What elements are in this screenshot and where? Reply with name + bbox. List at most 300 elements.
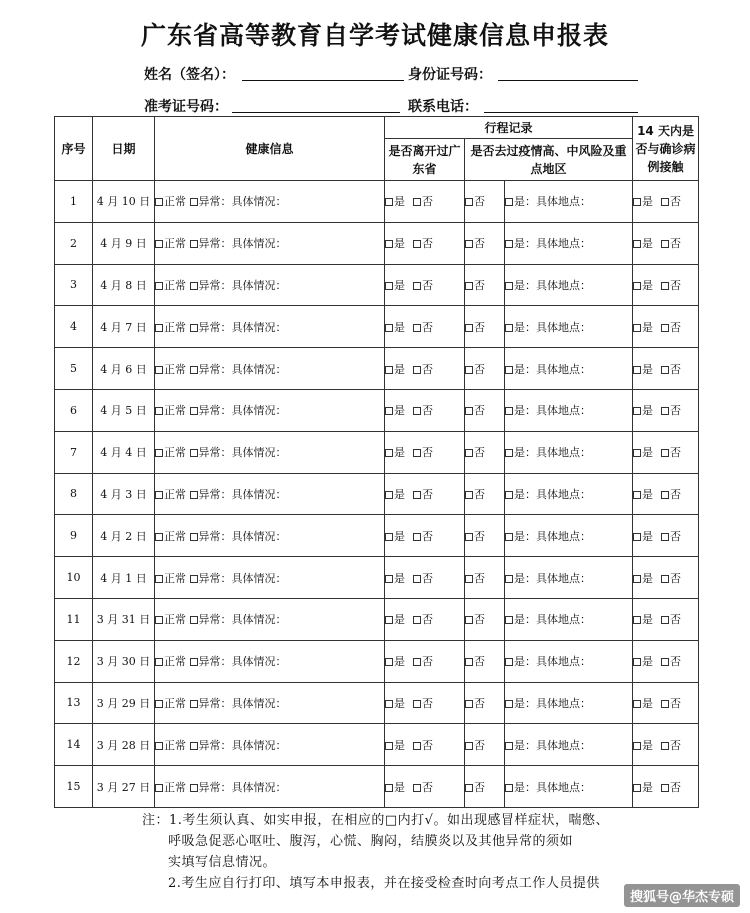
- left-guangdong-yes[interactable]: 是: [385, 611, 405, 627]
- checkbox-icon[interactable]: [465, 784, 473, 792]
- health-normal-option[interactable]: 正常: [155, 653, 186, 669]
- risk-area-yes-location[interactable]: 是：具体地点：: [505, 193, 591, 209]
- contact-no[interactable]: 否: [661, 528, 681, 544]
- risk-area-no-cell: [465, 431, 505, 473]
- checkbox-icon[interactable]: [465, 240, 473, 248]
- left-guangdong-cell: [385, 181, 465, 223]
- left-guangdong-no[interactable]: 否: [413, 361, 433, 377]
- contact-yes[interactable]: 是: [633, 611, 653, 627]
- checkbox-icon[interactable]: [505, 700, 513, 708]
- health-abnormal-option[interactable]: 异常：具体情况：: [190, 319, 287, 335]
- checkbox-icon[interactable]: [385, 324, 393, 332]
- checkbox-icon[interactable]: [465, 700, 473, 708]
- health-abnormal-option[interactable]: 异常：具体情况：: [190, 695, 287, 711]
- checkbox-icon[interactable]: [633, 784, 641, 792]
- risk-area-yes-location[interactable]: 是：具体地点：: [505, 779, 591, 795]
- checkbox-icon[interactable]: [413, 366, 421, 374]
- checkbox-icon[interactable]: [661, 282, 669, 290]
- health-abnormal-option[interactable]: 异常：具体情况：: [190, 486, 287, 502]
- checkbox-icon[interactable]: [661, 491, 669, 499]
- ticket-number-field[interactable]: [232, 112, 400, 113]
- checkbox-icon[interactable]: [505, 533, 513, 541]
- checkbox-icon[interactable]: [661, 533, 669, 541]
- risk-area-yes-location[interactable]: 是：具体地点：: [505, 444, 591, 460]
- left-guangdong-yes[interactable]: 是: [385, 235, 405, 251]
- note-line: 注：1.考生须认真、如实申报，在相应的□内打√。如出现感冒样症状，喘憋、: [142, 813, 609, 828]
- health-normal-option[interactable]: 正常: [155, 402, 186, 418]
- checkbox-icon[interactable]: [505, 449, 513, 457]
- health-abnormal-option[interactable]: 异常：具体情况：: [190, 444, 287, 460]
- checkbox-icon[interactable]: [385, 407, 393, 415]
- risk-area-no[interactable]: 否: [465, 235, 485, 251]
- health-cell: [155, 682, 385, 724]
- header-date: 日期: [93, 117, 155, 181]
- risk-area-yes-location[interactable]: 是：具体地点：: [505, 235, 591, 251]
- contact-no[interactable]: 否: [661, 779, 681, 795]
- left-guangdong-yes[interactable]: 是: [385, 653, 405, 669]
- checkbox-icon[interactable]: [633, 742, 641, 750]
- contact-no[interactable]: 否: [661, 486, 681, 502]
- checkbox-icon[interactable]: [155, 616, 163, 624]
- checkbox-icon[interactable]: [385, 616, 393, 624]
- left-guangdong-yes[interactable]: 是: [385, 402, 405, 418]
- left-guangdong-cell: [385, 557, 465, 599]
- risk-area-no[interactable]: 否: [465, 611, 485, 627]
- left-guangdong-no[interactable]: 否: [413, 319, 433, 335]
- risk-area-yes-location[interactable]: 是：具体地点：: [505, 695, 591, 711]
- checkbox-icon[interactable]: [633, 449, 641, 457]
- health-cell: [155, 348, 385, 390]
- risk-area-yes-cell: [505, 682, 633, 724]
- left-guangdong-no[interactable]: 否: [413, 528, 433, 544]
- contact-no[interactable]: 否: [661, 193, 681, 209]
- risk-area-yes-cell: [505, 389, 633, 431]
- checkbox-icon[interactable]: [505, 491, 513, 499]
- checkbox-icon[interactable]: [190, 407, 198, 415]
- contact-yes[interactable]: 是: [633, 319, 653, 335]
- checkbox-icon[interactable]: [465, 742, 473, 750]
- checkbox-icon[interactable]: [155, 533, 163, 541]
- checkbox-icon[interactable]: [190, 700, 198, 708]
- checkbox-icon[interactable]: [190, 324, 198, 332]
- checkbox-icon[interactable]: [385, 700, 393, 708]
- left-guangdong-no[interactable]: 否: [413, 277, 433, 293]
- risk-area-no[interactable]: 否: [465, 361, 485, 377]
- left-guangdong-yes[interactable]: 是: [385, 528, 405, 544]
- contact-yes[interactable]: 是: [633, 695, 653, 711]
- health-normal-option[interactable]: 正常: [155, 193, 186, 209]
- risk-area-no[interactable]: 否: [465, 779, 485, 795]
- risk-area-yes-location[interactable]: 是：具体地点：: [505, 570, 591, 586]
- contact-yes[interactable]: 是: [633, 570, 653, 586]
- row-date: 4 月 5 日: [93, 389, 155, 431]
- checkbox-icon[interactable]: [155, 366, 163, 374]
- checkbox-icon[interactable]: [465, 449, 473, 457]
- left-guangdong-yes[interactable]: 是: [385, 444, 405, 460]
- checkbox-icon[interactable]: [505, 658, 513, 666]
- health-abnormal-option[interactable]: 异常：具体情况：: [190, 528, 287, 544]
- contact-yes[interactable]: 是: [633, 277, 653, 293]
- row-date: 4 月 10 日: [93, 181, 155, 223]
- checkbox-icon[interactable]: [385, 784, 393, 792]
- checkbox-icon[interactable]: [190, 616, 198, 624]
- checkbox-icon[interactable]: [413, 198, 421, 206]
- risk-area-yes-location[interactable]: 是：具体地点：: [505, 319, 591, 335]
- checkbox-icon[interactable]: [155, 407, 163, 415]
- checkbox-icon[interactable]: [505, 784, 513, 792]
- checkbox-icon[interactable]: [190, 784, 198, 792]
- contact-cell: [633, 306, 699, 348]
- left-guangdong-no[interactable]: 否: [413, 611, 433, 627]
- health-normal-option[interactable]: 正常: [155, 235, 186, 251]
- left-guangdong-cell: [385, 306, 465, 348]
- checkbox-icon[interactable]: [385, 575, 393, 583]
- checkbox-icon[interactable]: [155, 491, 163, 499]
- checkbox-icon[interactable]: [505, 366, 513, 374]
- health-cell: [155, 431, 385, 473]
- checkbox-icon[interactable]: [413, 449, 421, 457]
- checkbox-icon[interactable]: [465, 491, 473, 499]
- contact-no[interactable]: 否: [661, 402, 681, 418]
- checkbox-icon[interactable]: [155, 784, 163, 792]
- contact-cell: [633, 473, 699, 515]
- checkbox-icon[interactable]: [505, 742, 513, 750]
- risk-area-no[interactable]: 否: [465, 570, 485, 586]
- contact-no[interactable]: 否: [661, 570, 681, 586]
- checkbox-icon[interactable]: [465, 198, 473, 206]
- risk-area-no[interactable]: 否: [465, 193, 485, 209]
- note-line: 呼吸急促恶心呕吐、腹泻，心慌、胸闷，结膜炎以及其他异常的须如: [168, 834, 574, 849]
- row-date: 4 月 4 日: [93, 431, 155, 473]
- checkbox-icon[interactable]: [465, 533, 473, 541]
- contact-no[interactable]: 否: [661, 235, 681, 251]
- left-guangdong-no[interactable]: 否: [413, 486, 433, 502]
- risk-area-yes-location[interactable]: 是：具体地点：: [505, 486, 591, 502]
- checkbox-icon[interactable]: [633, 240, 641, 248]
- checkbox-icon[interactable]: [155, 324, 163, 332]
- left-guangdong-no[interactable]: 否: [413, 653, 433, 669]
- risk-area-no[interactable]: 否: [465, 319, 485, 335]
- contact-yes[interactable]: 是: [633, 779, 653, 795]
- risk-area-yes-cell: [505, 515, 633, 557]
- left-guangdong-yes[interactable]: 是: [385, 570, 405, 586]
- contact-yes[interactable]: 是: [633, 737, 653, 753]
- risk-area-yes-location[interactable]: 是：具体地点：: [505, 277, 591, 293]
- risk-area-yes-cell: [505, 348, 633, 390]
- checkbox-icon[interactable]: [505, 240, 513, 248]
- table-row: [55, 515, 699, 557]
- contact-no[interactable]: 否: [661, 444, 681, 460]
- row-seq: 4: [55, 306, 93, 348]
- checkbox-icon[interactable]: [633, 491, 641, 499]
- checkbox-icon[interactable]: [190, 491, 198, 499]
- header-left-guangdong: 是否离开过广东省: [385, 139, 465, 181]
- health-abnormal-option[interactable]: 异常：具体情况：: [190, 779, 287, 795]
- checkbox-icon[interactable]: [633, 533, 641, 541]
- table-row: [55, 389, 699, 431]
- risk-area-no[interactable]: 否: [465, 653, 485, 669]
- id-number-field[interactable]: [498, 80, 638, 81]
- risk-area-no[interactable]: 否: [465, 737, 485, 753]
- checkbox-icon[interactable]: [413, 575, 421, 583]
- risk-area-yes-location[interactable]: 是：具体地点：: [505, 737, 591, 753]
- checkbox-icon[interactable]: [190, 366, 198, 374]
- checkbox-icon[interactable]: [155, 575, 163, 583]
- checkbox-icon[interactable]: [633, 282, 641, 290]
- checkbox-icon[interactable]: [413, 784, 421, 792]
- checkbox-icon[interactable]: [661, 198, 669, 206]
- health-cell: [155, 766, 385, 808]
- checkbox-icon[interactable]: [661, 240, 669, 248]
- checkbox-icon[interactable]: [505, 575, 513, 583]
- checkbox-icon[interactable]: [633, 407, 641, 415]
- checkbox-icon[interactable]: [633, 575, 641, 583]
- risk-area-yes-location[interactable]: 是：具体地点：: [505, 361, 591, 377]
- checkbox-icon[interactable]: [413, 616, 421, 624]
- left-guangdong-no[interactable]: 否: [413, 444, 433, 460]
- checkbox-icon[interactable]: [633, 700, 641, 708]
- checkbox-icon[interactable]: [465, 324, 473, 332]
- left-guangdong-no[interactable]: 否: [413, 695, 433, 711]
- checkbox-icon[interactable]: [155, 240, 163, 248]
- checkbox-icon[interactable]: [190, 658, 198, 666]
- checkbox-icon[interactable]: [413, 282, 421, 290]
- contact-yes[interactable]: 是: [633, 653, 653, 669]
- checkbox-icon[interactable]: [190, 240, 198, 248]
- checkbox-icon[interactable]: [661, 407, 669, 415]
- contact-cell: [633, 598, 699, 640]
- left-guangdong-yes[interactable]: 是: [385, 319, 405, 335]
- risk-area-no-cell: [465, 515, 505, 557]
- checkbox-icon[interactable]: [505, 616, 513, 624]
- checkbox-icon[interactable]: [661, 575, 669, 583]
- checkbox-icon[interactable]: [190, 282, 198, 290]
- checkbox-icon[interactable]: [633, 324, 641, 332]
- risk-area-no[interactable]: 否: [465, 444, 485, 460]
- risk-area-no[interactable]: 否: [465, 486, 485, 502]
- checkbox-icon[interactable]: [465, 575, 473, 583]
- left-guangdong-yes[interactable]: 是: [385, 193, 405, 209]
- row-date: 4 月 8 日: [93, 264, 155, 306]
- contact-yes[interactable]: 是: [633, 444, 653, 460]
- health-normal-option[interactable]: 正常: [155, 528, 186, 544]
- page-title: 广东省高等教育自学考试健康信息申报表: [140, 21, 609, 50]
- checkbox-icon[interactable]: [661, 449, 669, 457]
- contact-no[interactable]: 否: [661, 653, 681, 669]
- checkbox-icon[interactable]: [661, 742, 669, 750]
- checkbox-icon[interactable]: [385, 491, 393, 499]
- row-seq: 14: [55, 724, 93, 766]
- checkbox-icon[interactable]: [413, 407, 421, 415]
- phone-field[interactable]: [484, 112, 638, 113]
- risk-area-no[interactable]: 否: [465, 695, 485, 711]
- checkbox-icon[interactable]: [385, 533, 393, 541]
- left-guangdong-cell: [385, 264, 465, 306]
- checkbox-icon[interactable]: [190, 198, 198, 206]
- contact-yes[interactable]: 是: [633, 402, 653, 418]
- left-guangdong-no[interactable]: 否: [413, 779, 433, 795]
- checkbox-icon[interactable]: [385, 449, 393, 457]
- health-normal-option[interactable]: 正常: [155, 319, 186, 335]
- header-contact: 14 天内是否与确诊病例接触: [633, 117, 699, 181]
- risk-area-no[interactable]: 否: [465, 277, 485, 293]
- health-cell: [155, 640, 385, 682]
- checkbox-icon[interactable]: [661, 616, 669, 624]
- checkbox-icon[interactable]: [155, 198, 163, 206]
- checkbox-icon[interactable]: [505, 407, 513, 415]
- left-guangdong-no[interactable]: 否: [413, 193, 433, 209]
- contact-cell: [633, 264, 699, 306]
- health-normal-option[interactable]: 正常: [155, 444, 186, 460]
- health-abnormal-option[interactable]: 异常：具体情况：: [190, 402, 287, 418]
- left-guangdong-yes[interactable]: 是: [385, 277, 405, 293]
- checkbox-icon[interactable]: [633, 366, 641, 374]
- left-guangdong-cell: [385, 724, 465, 766]
- left-guangdong-no[interactable]: 否: [413, 402, 433, 418]
- checkbox-icon[interactable]: [385, 198, 393, 206]
- left-guangdong-cell: [385, 682, 465, 724]
- checkbox-icon[interactable]: [465, 407, 473, 415]
- header-seq: 序号: [55, 117, 93, 181]
- checkbox-icon[interactable]: [505, 198, 513, 206]
- health-abnormal-option[interactable]: 异常：具体情况：: [190, 235, 287, 251]
- health-abnormal-option[interactable]: 异常：具体情况：: [190, 570, 287, 586]
- contact-yes[interactable]: 是: [633, 235, 653, 251]
- health-abnormal-option[interactable]: 异常：具体情况：: [190, 737, 287, 753]
- checkbox-icon[interactable]: [465, 366, 473, 374]
- checkbox-icon[interactable]: [385, 658, 393, 666]
- checkbox-icon[interactable]: [385, 282, 393, 290]
- health-cell: [155, 515, 385, 557]
- contact-cell: [633, 557, 699, 599]
- contact-yes[interactable]: 是: [633, 361, 653, 377]
- checkbox-icon[interactable]: [661, 366, 669, 374]
- left-guangdong-yes[interactable]: 是: [385, 486, 405, 502]
- left-guangdong-yes[interactable]: 是: [385, 779, 405, 795]
- health-normal-option[interactable]: 正常: [155, 570, 186, 586]
- row-seq: 11: [55, 598, 93, 640]
- table-row: [55, 431, 699, 473]
- checkbox-icon[interactable]: [190, 742, 198, 750]
- checkbox-icon[interactable]: [661, 324, 669, 332]
- left-guangdong-yes[interactable]: 是: [385, 737, 405, 753]
- risk-area-yes-cell: [505, 766, 633, 808]
- health-normal-option[interactable]: 正常: [155, 277, 186, 293]
- contact-yes[interactable]: 是: [633, 486, 653, 502]
- risk-area-yes-location[interactable]: 是：具体地点：: [505, 611, 591, 627]
- checkbox-icon[interactable]: [155, 449, 163, 457]
- health-abnormal-option[interactable]: 异常：具体情况：: [190, 653, 287, 669]
- health-normal-option[interactable]: 正常: [155, 486, 186, 502]
- checkbox-icon[interactable]: [413, 658, 421, 666]
- checkbox-icon[interactable]: [385, 742, 393, 750]
- left-guangdong-cell: [385, 348, 465, 390]
- checkbox-icon[interactable]: [155, 742, 163, 750]
- health-abnormal-option[interactable]: 异常：具体情况：: [190, 611, 287, 627]
- checkbox-icon[interactable]: [155, 658, 163, 666]
- left-guangdong-no[interactable]: 否: [413, 737, 433, 753]
- checkbox-icon[interactable]: [505, 282, 513, 290]
- name-field[interactable]: [242, 80, 404, 81]
- checkbox-icon[interactable]: [661, 700, 669, 708]
- risk-area-yes-location[interactable]: 是：具体地点：: [505, 402, 591, 418]
- contact-no[interactable]: 否: [661, 361, 681, 377]
- checkbox-icon[interactable]: [633, 198, 641, 206]
- ticket-label: 准考证号码：: [144, 99, 228, 115]
- left-guangdong-yes[interactable]: 是: [385, 361, 405, 377]
- health-abnormal-option[interactable]: 异常：具体情况：: [190, 361, 287, 377]
- checkbox-icon[interactable]: [413, 324, 421, 332]
- health-abnormal-option[interactable]: 异常：具体情况：: [190, 277, 287, 293]
- health-normal-option[interactable]: 正常: [155, 695, 186, 711]
- health-cell: [155, 222, 385, 264]
- health-normal-option[interactable]: 正常: [155, 611, 186, 627]
- checkbox-icon[interactable]: [413, 742, 421, 750]
- row-seq: 3: [55, 264, 93, 306]
- risk-area-no[interactable]: 否: [465, 528, 485, 544]
- risk-area-yes-location[interactable]: 是：具体地点：: [505, 653, 591, 669]
- risk-area-no-cell: [465, 306, 505, 348]
- health-normal-option[interactable]: 正常: [155, 737, 186, 753]
- checkbox-icon[interactable]: [465, 616, 473, 624]
- row-date: 4 月 2 日: [93, 515, 155, 557]
- contact-no[interactable]: 否: [661, 737, 681, 753]
- watermark: 搜狐号@华杰专硕: [624, 884, 740, 907]
- checkbox-icon[interactable]: [633, 616, 641, 624]
- checkbox-icon[interactable]: [385, 240, 393, 248]
- checkbox-icon[interactable]: [465, 282, 473, 290]
- checkbox-icon[interactable]: [661, 658, 669, 666]
- checkbox-icon[interactable]: [190, 575, 198, 583]
- header-risk-area: 是否去过疫情高、中风险及重点地区: [465, 139, 633, 181]
- contact-no[interactable]: 否: [661, 611, 681, 627]
- checkbox-icon[interactable]: [661, 784, 669, 792]
- left-guangdong-yes[interactable]: 是: [385, 695, 405, 711]
- contact-cell: [633, 348, 699, 390]
- checkbox-icon[interactable]: [413, 240, 421, 248]
- checkbox-icon[interactable]: [190, 533, 198, 541]
- health-normal-option[interactable]: 正常: [155, 361, 186, 377]
- health-normal-option[interactable]: 正常: [155, 779, 186, 795]
- contact-yes[interactable]: 是: [633, 528, 653, 544]
- risk-area-yes-location[interactable]: 是：具体地点：: [505, 528, 591, 544]
- row-date: 4 月 6 日: [93, 348, 155, 390]
- contact-yes[interactable]: 是: [633, 193, 653, 209]
- checkbox-icon[interactable]: [413, 533, 421, 541]
- checkbox-icon[interactable]: [413, 700, 421, 708]
- risk-area-yes-cell: [505, 724, 633, 766]
- checkbox-icon[interactable]: [190, 449, 198, 457]
- health-abnormal-option[interactable]: 异常：具体情况：: [190, 193, 287, 209]
- risk-area-no[interactable]: 否: [465, 402, 485, 418]
- left-guangdong-no[interactable]: 否: [413, 570, 433, 586]
- risk-area-yes-cell: [505, 557, 633, 599]
- checkbox-icon[interactable]: [413, 491, 421, 499]
- contact-no[interactable]: 否: [661, 277, 681, 293]
- checkbox-icon[interactable]: [385, 366, 393, 374]
- checkbox-icon[interactable]: [505, 324, 513, 332]
- checkbox-icon[interactable]: [155, 282, 163, 290]
- left-guangdong-cell: [385, 640, 465, 682]
- health-cell: [155, 724, 385, 766]
- checkbox-icon[interactable]: [155, 700, 163, 708]
- checkbox-icon[interactable]: [633, 658, 641, 666]
- left-guangdong-cell: [385, 766, 465, 808]
- contact-no[interactable]: 否: [661, 695, 681, 711]
- checkbox-icon[interactable]: [465, 658, 473, 666]
- left-guangdong-no[interactable]: 否: [413, 235, 433, 251]
- contact-no[interactable]: 否: [661, 319, 681, 335]
